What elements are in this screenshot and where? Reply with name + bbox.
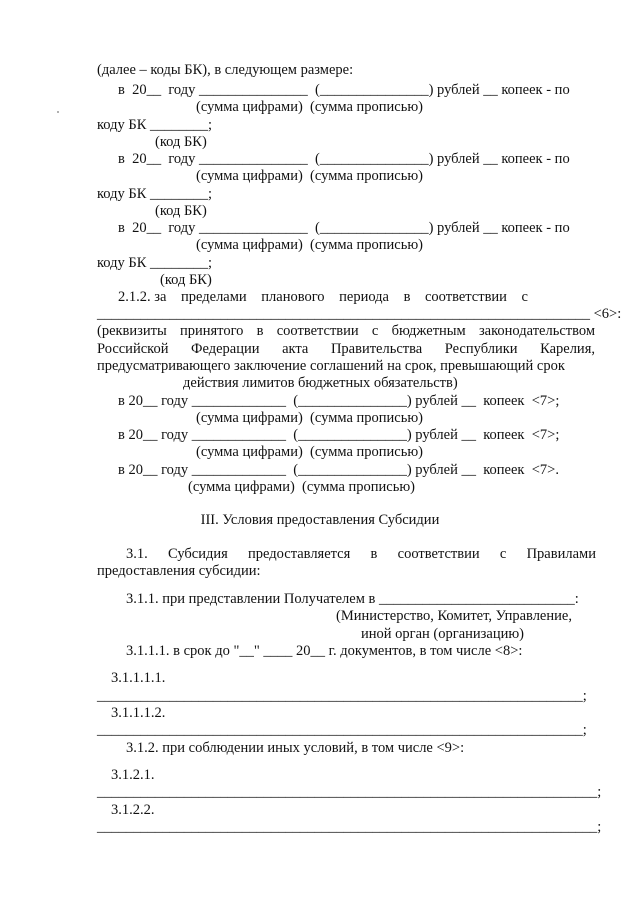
p311-text: 3.1.1. при представлении Получателем в ___________________________: bbox=[126, 591, 579, 607]
p3122-label: 3.1.2.2. bbox=[111, 802, 155, 818]
p31111-label: 3.1.1.1.1. bbox=[111, 670, 166, 686]
p31111-blank: ___________________________________________________________________; bbox=[97, 688, 587, 704]
section-3-heading: III. Условия предоставления Субсидии bbox=[200, 512, 440, 528]
kbk-caption-2: (код БК) bbox=[155, 203, 207, 219]
p212-line1: 2.1.2. за пределами планового периода в соответствии с bbox=[118, 289, 528, 305]
kbk-line-3: коду БК ________; bbox=[97, 255, 213, 271]
p212-requisites-line3: предусматривающего заключение соглашений на срок, превышающий срок bbox=[97, 358, 565, 374]
scan-speck bbox=[57, 111, 59, 113]
p212-blank-line: ____________________________________________________________________ <6>: bbox=[97, 306, 622, 322]
p31-line2: предоставления субсидии: bbox=[97, 563, 261, 579]
p212-caption-3: (сумма цифрами) (сумма прописью) bbox=[188, 479, 415, 495]
p31-line1: 3.1. Субсидия предоставляется в соответствии с Правилами bbox=[126, 546, 596, 562]
intro-text: (далее – коды БК), в следующем размере: bbox=[97, 62, 354, 78]
p212-caption-2: (сумма цифрами) (сумма прописью) bbox=[196, 444, 423, 460]
p212-requisites-line1: (реквизиты принятого в соответствии с бюджетным законодательством bbox=[97, 323, 595, 339]
year-amount-line-2: в 20__ году _______________ (_______________) рублей __ копеек - по bbox=[118, 151, 570, 167]
p212-requisites-line2: Российской Федерации акта Правительства Республики Карелия, bbox=[97, 341, 595, 357]
kbk-line-1: коду БК ________; bbox=[97, 117, 213, 133]
kbk-caption-1: (код БК) bbox=[155, 134, 207, 150]
p311-caption-2: иной орган (организацию) bbox=[361, 626, 524, 642]
p212-year-line-1: в 20__ году _____________ (_______________) рублей __ копеек <7>; bbox=[118, 393, 560, 409]
p3121-label: 3.1.2.1. bbox=[111, 767, 155, 783]
kbk-line-2: коду БК ________; bbox=[97, 186, 213, 202]
p31112-label: 3.1.1.1.2. bbox=[111, 705, 166, 721]
amount-caption-2: (сумма цифрами) (сумма прописью) bbox=[196, 168, 423, 184]
year-amount-line-3: в 20__ году _______________ (_______________) рублей __ копеек - по bbox=[118, 220, 570, 236]
amount-caption-3: (сумма цифрами) (сумма прописью) bbox=[196, 237, 423, 253]
amount-caption-1: (сумма цифрами) (сумма прописью) bbox=[196, 99, 423, 115]
p3122-blank: _____________________________________________________________________; bbox=[97, 819, 602, 835]
p3111-text: 3.1.1.1. в срок до "__" ____ 20__ г. документов, в том числе <8>: bbox=[126, 643, 523, 659]
p31112-blank: ___________________________________________________________________; bbox=[97, 722, 587, 738]
p212-caption-1: (сумма цифрами) (сумма прописью) bbox=[196, 410, 423, 426]
p212-year-line-3: в 20__ году _____________ (_______________) рублей __ копеек <7>. bbox=[118, 462, 559, 478]
p311-caption-1: (Министерство, Комитет, Управление, bbox=[336, 608, 572, 624]
p3121-blank: _____________________________________________________________________; bbox=[97, 784, 602, 800]
year-amount-line-1: в 20__ году _______________ (_______________) рублей __ копеек - по bbox=[118, 82, 570, 98]
p312-text: 3.1.2. при соблюдении иных условий, в том числе <9>: bbox=[126, 740, 465, 756]
p212-requisites-line4: действия лимитов бюджетных обязательств) bbox=[183, 375, 458, 391]
kbk-caption-3: (код БК) bbox=[160, 272, 212, 288]
p212-year-line-2: в 20__ году _____________ (_______________) рублей __ копеек <7>; bbox=[118, 427, 560, 443]
